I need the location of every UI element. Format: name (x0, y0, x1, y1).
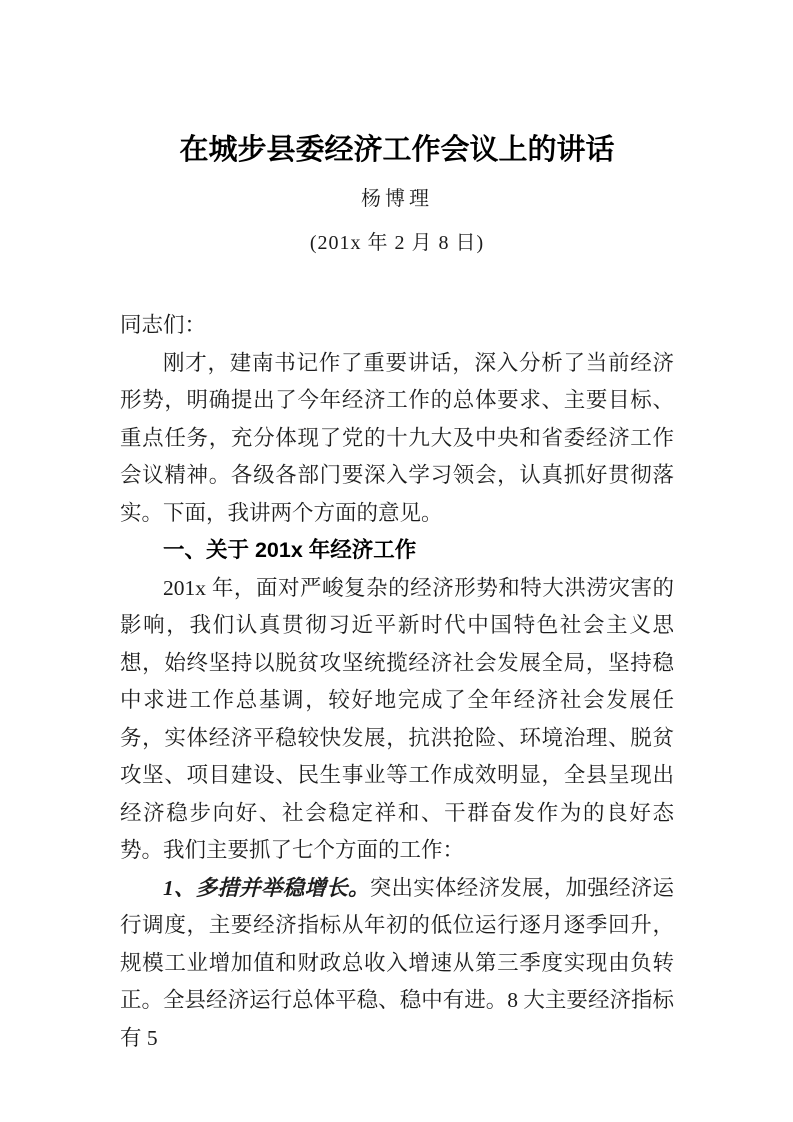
author-line: 杨博理 (361, 188, 433, 210)
intro-paragraph: 刚才，建南书记作了重要讲话，深入分析了当前经济形势，明确提出了今年经济工作的总体要求、主要目标、重点任务，充分体现了党的十九大及中央和省委经济工作会议精神。各级各部门要深入学习领会，认真抓好贯彻落实。下面，我讲两个方面的意见。 (120, 350, 674, 525)
section-heading: 一、关于 201x 年经济工作 (163, 538, 417, 562)
document-body (120, 307, 674, 1057)
document-title: 在城步县委经济工作会议上的讲话 (179, 134, 615, 166)
salutation: 同志们： (120, 313, 207, 337)
item1-paragraph (120, 870, 674, 1058)
date-line: (201x 年 2 月 8 日) (309, 232, 485, 254)
item1-body: 突出实体经济发展，加强经济运行调度，主要经济指标从年初的低位运行逐月逐季回升，规模工业增加值和财政总收入增速从第三季度实现由负转正。全县经济运行总体平稳、稳中有进。8 大主要经济指标有 5 (120, 875, 674, 1050)
section-body-paragraph: 201x 年，面对严峻复杂的经济形势和特大洪涝灾害的影响，我们认真贯彻习近平新时代中国特色社会主义思想，始终坚持以脱贫攻坚统揽经济社会发展全局，坚持稳中求进工作总基调，较好地完成了全年经济社会发展任务，实体经济平稳较快发展，抗洪抢险、环境治理、脱贫攻坚、项目建设、民生事业等工作成效明显，全县呈现出经济稳步向好、社会稳定祥和、干群奋发作为的良好态势。我们主要抓了七个方面的工作： (120, 575, 674, 862)
item1-lead: 1、多措并举稳增长。 (163, 875, 370, 900)
